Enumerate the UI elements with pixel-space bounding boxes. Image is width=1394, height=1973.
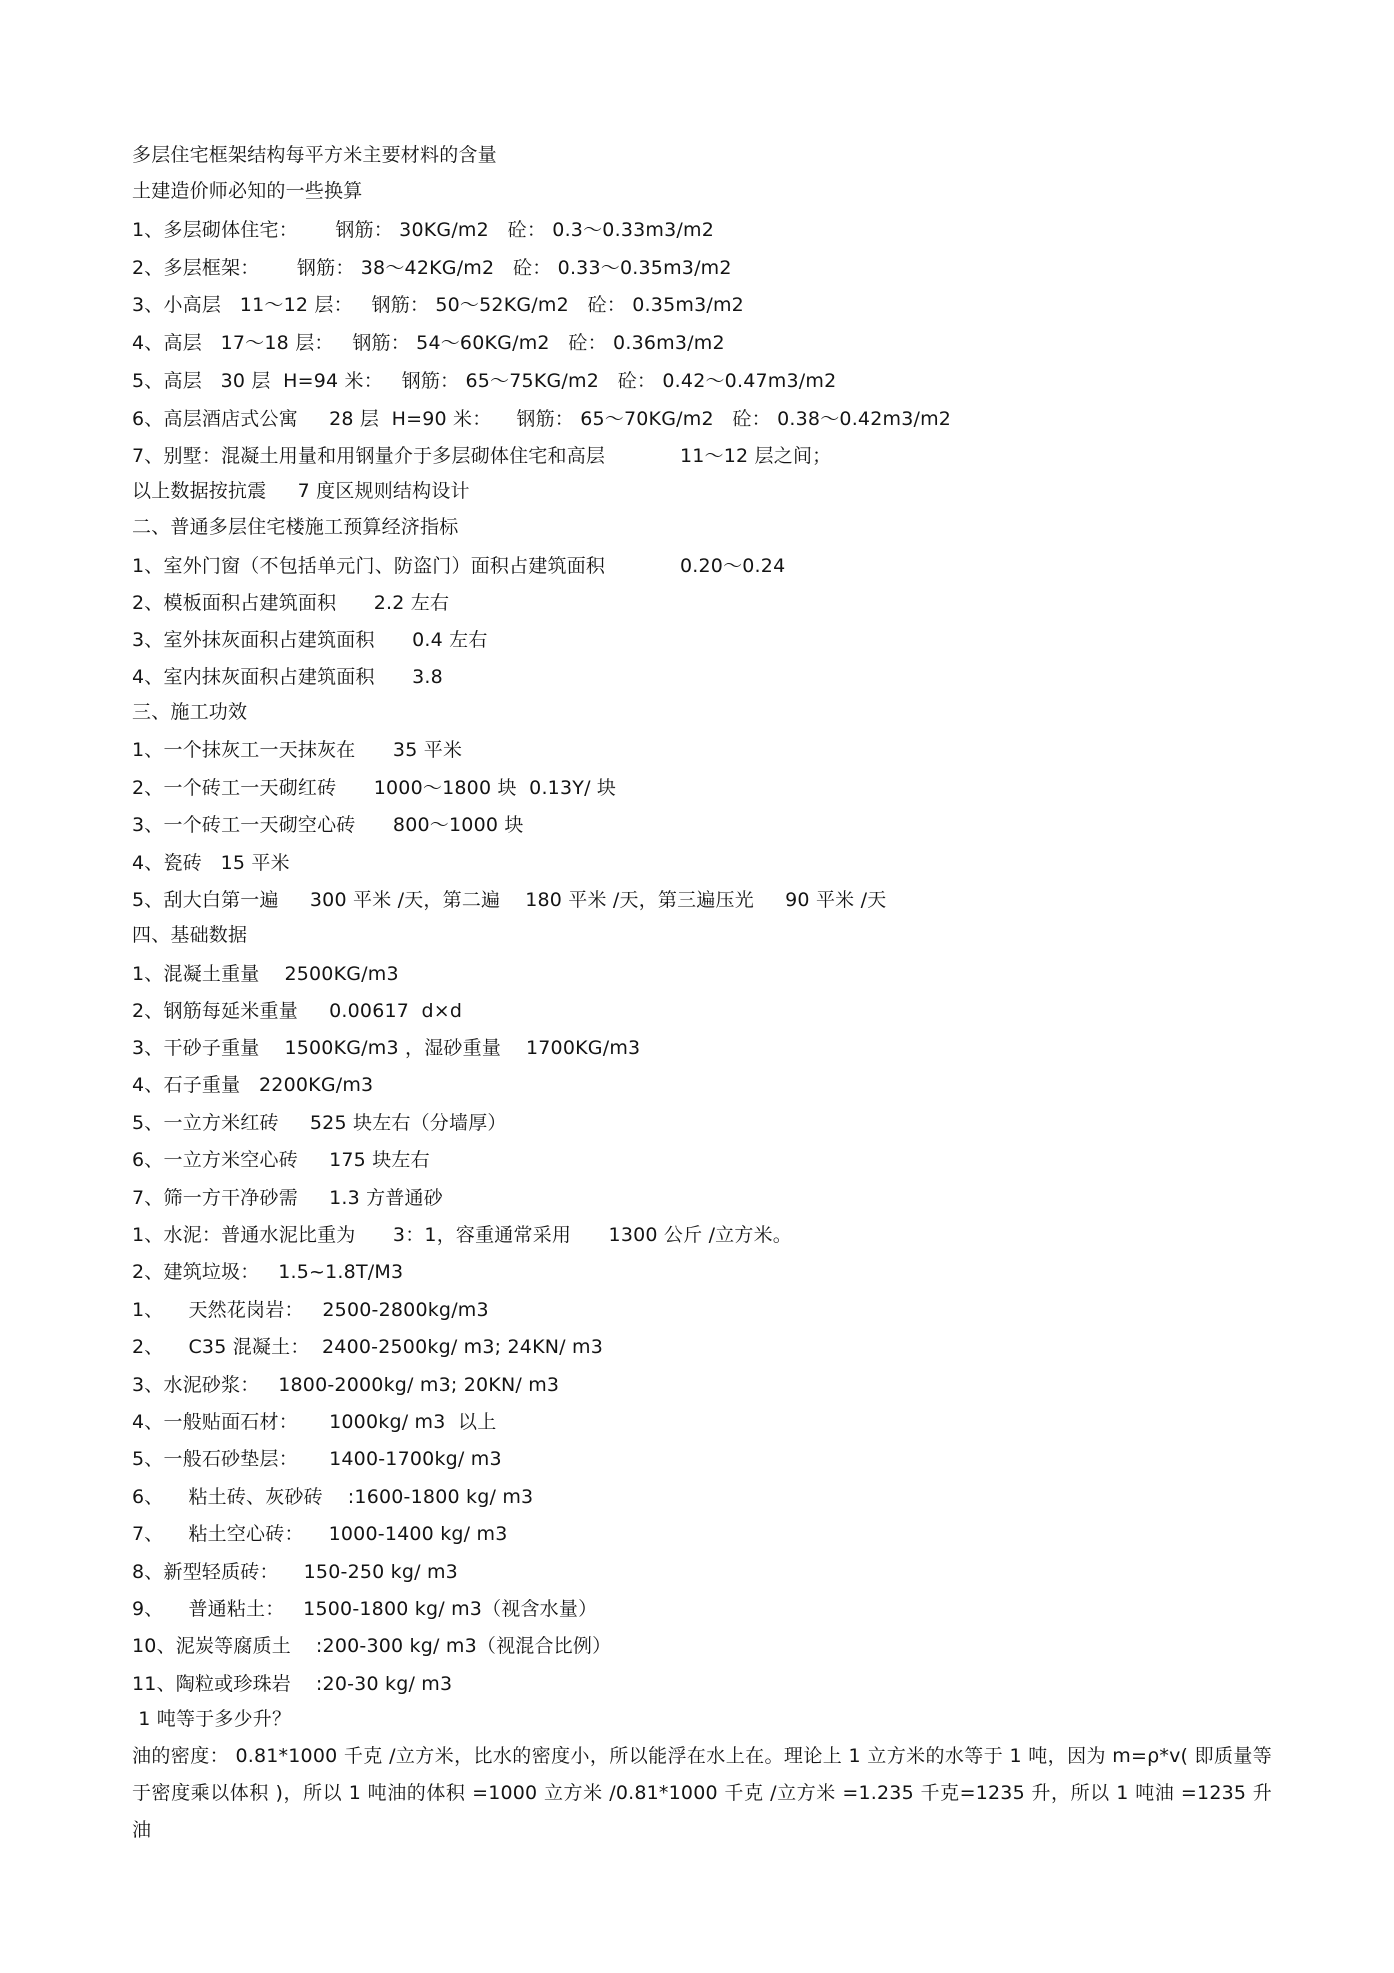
text-line: 以上数据按抗震 7 度区规则结构设计 xyxy=(132,480,470,502)
text-line: 6、一立方米空心砖 175 块左右 xyxy=(132,1149,430,1171)
text-line: 1、 天然花岗岩： 2500-2800kg/m3 xyxy=(132,1299,489,1321)
text-line: 1、室外门窗（不包括单元门、防盗门）面积占建筑面积 0.20～0.24 xyxy=(132,555,786,577)
text-line: 11、陶粒或珍珠岩 :20-30 kg/ m3 xyxy=(132,1673,453,1695)
text-line: 6、高层酒店式公寓 28 层 H=90 米： 钢筋： 65～70KG/m2 砼： 0.38～0.42m3/m2 xyxy=(132,408,952,430)
text-line: 10、泥炭等腐质土 :200-300 kg/ m3（视混合比例） xyxy=(132,1635,612,1657)
text-line: 5、一立方米红砖 525 块左右（分墙厚） xyxy=(132,1112,507,1134)
text-line: 3、一个砖工一天砌空心砖 800～1000 块 xyxy=(132,814,524,836)
text-line: 2、建筑垃圾： 1.5~1.8T/M3 xyxy=(132,1261,404,1283)
text-line: 3、水泥砂浆： 1800-2000kg/ m3; 20KN/ m3 xyxy=(132,1374,560,1396)
text-line: 1、混凝土重量 2500KG/m3 xyxy=(132,963,399,985)
text-line: 2、一个砖工一天砌红砖 1000～1800 块 0.13Y/ 块 xyxy=(132,777,617,799)
document-page xyxy=(132,0,1272,1973)
text-line: 4、一般贴面石材： 1000kg/ m3 以上 xyxy=(132,1411,497,1433)
paragraph-oil-density: 油的密度： 0.81*1000 千克 /立方米，比水的密度小，所以能浮在水上在。理论上 1 立方米的水等于 1 吨，因为 m=ρ*v( 即质量等于密度乘以体积 )，所以 1 吨油的体积 =1000 立方米 /0.81*1000 千克 /立方米 =1.235 千克=1235 升，所以 1 吨油 =1235 升油 xyxy=(132,1745,1272,1841)
text-line: 7、别墅：混凝土用量和用钢量介于多层砌体住宅和高层 11～12 层之间； xyxy=(132,445,832,467)
text-line: 2、 C35 混凝土： 2400-2500kg/ m3; 24KN/ m3 xyxy=(132,1336,604,1358)
text-line: 1 吨等于多少升？ xyxy=(132,1708,292,1730)
text-line: 2、钢筋每延米重量 0.00617 d×d xyxy=(132,1000,463,1022)
text-line: 5、高层 30 层 H=94 米： 钢筋： 65～75KG/m2 砼： 0.42～0.47m3/m2 xyxy=(132,370,837,392)
document-title: 多层住宅框架结构每平方米主要材料的含量 xyxy=(132,144,497,166)
text-line: 三、施工功效 xyxy=(132,701,248,723)
text-line: 7、筛一方干净砂需 1.3 方普通砂 xyxy=(132,1187,443,1209)
text-line: 7、 粘土空心砖： 1000-1400 kg/ m3 xyxy=(132,1523,508,1545)
text-line: 2、模板面积占建筑面积 2.2 左右 xyxy=(132,592,450,614)
text-line: 5、刮大白第一遍 300 平米 /天，第二遍 180 平米 /天，第三遍压光 90 平米 /天 xyxy=(132,889,887,911)
text-line: 四、基础数据 xyxy=(132,924,248,946)
text-line: 4、石子重量 2200KG/m3 xyxy=(132,1074,374,1096)
text-line: 8、新型轻质砖： 150-250 kg/ m3 xyxy=(132,1561,458,1583)
text-line: 3、干砂子重量 1500KG/m3 ，湿砂重量 1700KG/m3 xyxy=(132,1037,641,1059)
text-line: 5、一般石砂垫层： 1400-1700kg/ m3 xyxy=(132,1448,502,1470)
text-line: 2、多层框架： 钢筋： 38～42KG/m2 砼： 0.33～0.35m3/m2 xyxy=(132,257,732,279)
text-line: 9、 普通粘土： 1500-1800 kg/ m3（视含水量） xyxy=(132,1598,598,1620)
text-line: 1、多层砌体住宅： 钢筋： 30KG/m2 砼： 0.3～0.33m3/m2 xyxy=(132,219,714,241)
text-line: 4、高层 17～18 层： 钢筋： 54～60KG/m2 砼： 0.36m3/m2 xyxy=(132,332,725,354)
text-line: 土建造价师必知的一些换算 xyxy=(132,180,363,202)
text-line: 1、一个抹灰工一天抹灰在 35 平米 xyxy=(132,739,463,761)
text-line: 1、水泥：普通水泥比重为 3：1，容重通常采用 1300 公斤 /立方米。 xyxy=(132,1224,792,1246)
text-line: 3、小高层 11～12 层： 钢筋： 50～52KG/m2 砼： 0.35m3/m2 xyxy=(132,294,744,316)
text-line: 6、 粘土砖、灰砂砖 :1600-1800 kg/ m3 xyxy=(132,1486,534,1508)
text-line: 4、瓷砖 15 平米 xyxy=(132,852,290,874)
text-line: 二、普通多层住宅楼施工预算经济指标 xyxy=(132,516,459,538)
text-line: 4、室内抹灰面积占建筑面积 3.8 xyxy=(132,666,443,688)
text-line: 3、室外抹灰面积占建筑面积 0.4 左右 xyxy=(132,629,488,651)
